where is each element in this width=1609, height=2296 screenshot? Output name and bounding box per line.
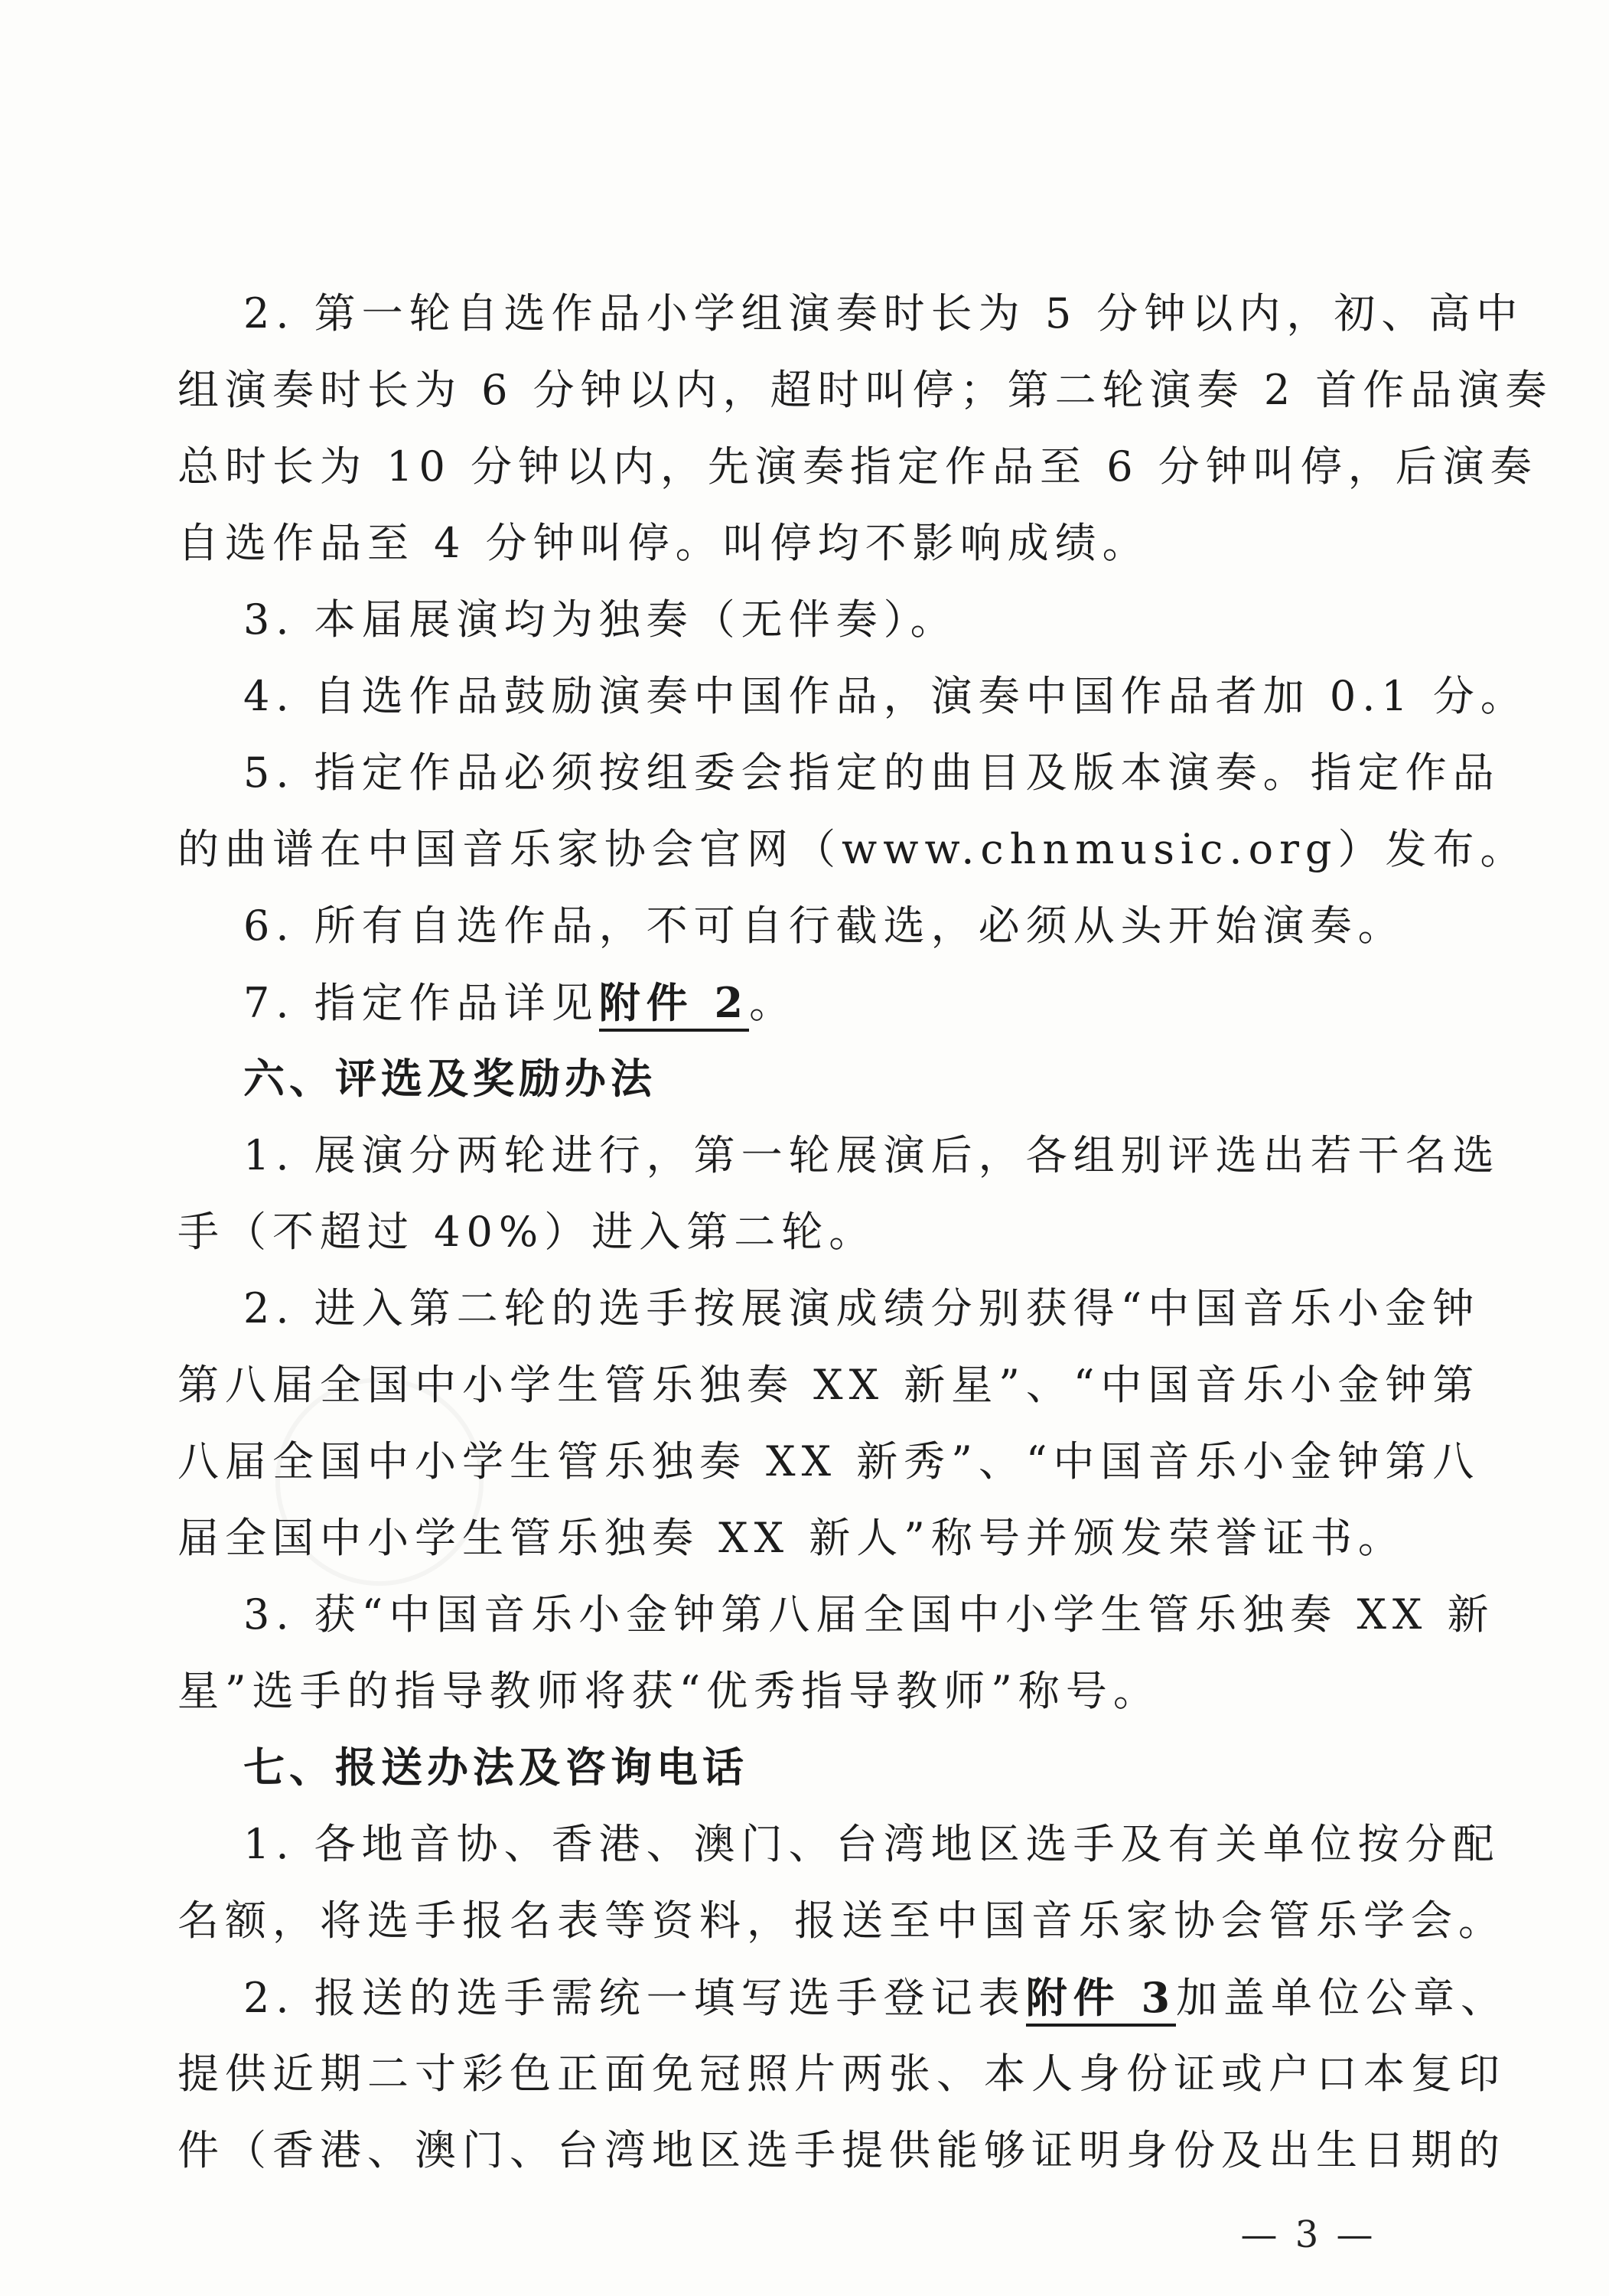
text-line: 3. 获“中国音乐小金钟第八届全国中小学生管乐独奏 XX 新 [243, 1590, 1495, 1639]
text-line: 2. 第一轮自选作品小学组演奏时长为 5 分钟以内，初、高中 [243, 289, 1524, 338]
text-line: 2. 进入第二轮的选手按展演成绩分别获得“中国音乐小金钟 [243, 1284, 1480, 1332]
text-line: 4. 自选作品鼓励演奏中国作品，演奏中国作品者加 0.1 分。 [243, 672, 1528, 720]
text-line: 届全国中小学生管乐独奏 XX 新人”称号并颁发荣誉证书。 [178, 1514, 1405, 1562]
text-line: 星”选手的指导教师将获“优秀指导教师”称号。 [178, 1667, 1161, 1715]
text-line: 名额，将选手报名表等资料，报送至中国音乐家协会管乐学会。 [178, 1896, 1506, 1945]
text-line: 自选作品至 4 分钟叫停。叫停均不影响成绩。 [178, 519, 1150, 567]
text-segment: 。 [749, 979, 797, 1027]
text-line: 件（香港、澳门、台湾地区选手提供能够证明身份及出生日期的 [178, 2126, 1506, 2174]
text-line [243, 1959, 1509, 2036]
section-heading-7: 七、报送办法及咨询电话 [243, 1743, 748, 1792]
text-segment: 加盖单位公章、 [1176, 1974, 1509, 2022]
attachment-3-reference[interactable]: 附件 3 [1026, 1973, 1176, 2027]
text-line: 6. 所有自选作品，不可自行截选，必须从头开始演奏。 [243, 902, 1405, 950]
text-line: 1. 展演分两轮进行，第一轮展演后，各组别评选出若干名选 [243, 1131, 1500, 1179]
text-line: 5. 指定作品必须按组委会指定的曲目及版本演奏。指定作品 [243, 748, 1500, 797]
text-line: 第八届全国中小学生管乐独奏 XX 新星”、“中国音乐小金钟第 [178, 1361, 1480, 1409]
text-line: 的曲谱在中国音乐家协会官网（www.chnmusic.org）发布。 [178, 825, 1528, 873]
text-line: 八届全国中小学生管乐独奏 XX 新秀”、“中国音乐小金钟第八 [178, 1437, 1480, 1486]
text-line: 提供近期二寸彩色正面免冠照片两张、本人身份证或户口本复印 [178, 2050, 1506, 2098]
text-line: 组演奏时长为 6 分钟以内，超时叫停；第二轮演奏 2 首作品演奏 [178, 366, 1553, 414]
text-line: 3. 本届展演均为独奏（无伴奏）。 [243, 595, 958, 644]
text-segment: 2. 报送的选手需统一填写选手登记表 [243, 1974, 1026, 2022]
text-segment: 7. 指定作品详见 [243, 979, 599, 1027]
section-heading-6: 六、评选及奖励办法 [243, 1055, 656, 1103]
attachment-2-reference[interactable]: 附件 2 [599, 978, 749, 1032]
page-number: — 3 — [1240, 2213, 1376, 2256]
text-line: 总时长为 10 分钟以内，先演奏指定作品至 6 分钟叫停，后演奏 [178, 442, 1538, 491]
text-line [243, 964, 1411, 1041]
text-line: 手（不超过 40%）进入第二轮。 [178, 1208, 877, 1256]
text-line: 1. 各地音协、香港、澳门、台湾地区选手及有关单位按分配 [243, 1820, 1500, 1868]
